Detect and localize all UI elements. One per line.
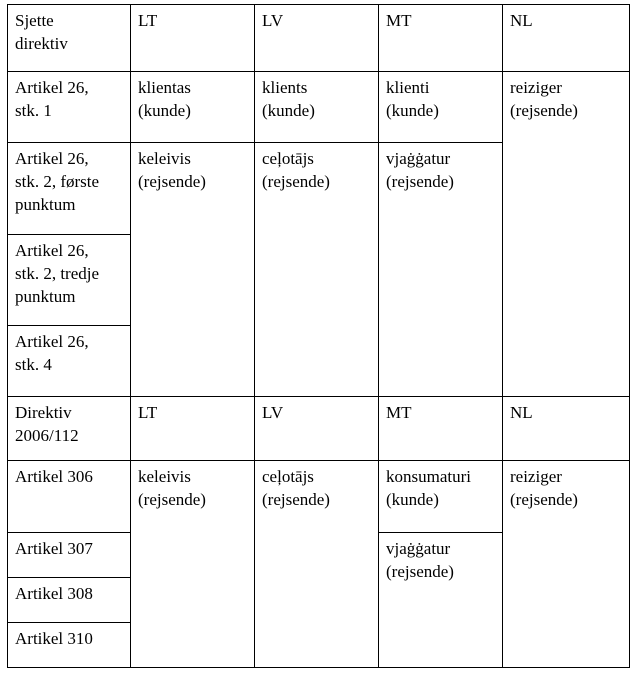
lv-term-cell: klients (kunde) (255, 72, 379, 143)
article-cell: Artikel 26, stk. 2, første punktum (8, 143, 131, 235)
mt-term-cell: konsumaturi (kunde) (379, 461, 503, 533)
mt-term-cell: klienti (kunde) (379, 72, 503, 143)
article-cell: Artikel 26, stk. 1 (8, 72, 131, 143)
table2-header-mt: MT (379, 397, 503, 461)
lv-term-cell: ceļotājs (rejsende) (255, 143, 379, 397)
table2-header-row (8, 397, 630, 461)
table1-header-lt: LT (131, 5, 255, 72)
table1-header-nl: NL (503, 5, 630, 72)
article-cell: Artikel 310 (8, 623, 131, 668)
table1-header-mt: MT (379, 5, 503, 72)
article-cell: Artikel 307 (8, 533, 131, 578)
mt-term-cell: vjaġġatur (rejsende) (379, 143, 503, 397)
lt-term-cell: klientas (kunde) (131, 72, 255, 143)
table1-header-lv: LV (255, 5, 379, 72)
table2-header-lt: LT (131, 397, 255, 461)
table2-header-lv: LV (255, 397, 379, 461)
table2-header-nl: NL (503, 397, 630, 461)
article-cell: Artikel 306 (8, 461, 131, 533)
article-cell: Artikel 308 (8, 578, 131, 623)
nl-term-cell: reiziger (rejsende) (503, 461, 630, 668)
article-cell: Artikel 26, stk. 4 (8, 326, 131, 397)
table2-header-directive: Direktiv 2006/112 (8, 397, 131, 461)
table-row (8, 72, 630, 143)
mt-term-cell: vjaġġatur (rejsende) (379, 533, 503, 668)
lt-term-cell: keleivis (rejsende) (131, 461, 255, 668)
lt-term-cell: keleivis (rejsende) (131, 143, 255, 397)
terminology-table (7, 4, 630, 668)
table1-header-directive: Sjette direktiv (8, 5, 131, 72)
lv-term-cell: ceļotājs (rejsende) (255, 461, 379, 668)
article-cell: Artikel 26, stk. 2, tredje punktum (8, 235, 131, 326)
table1-header-row (8, 5, 630, 72)
nl-term-cell: reiziger (rejsende) (503, 72, 630, 397)
table-row (8, 461, 630, 533)
